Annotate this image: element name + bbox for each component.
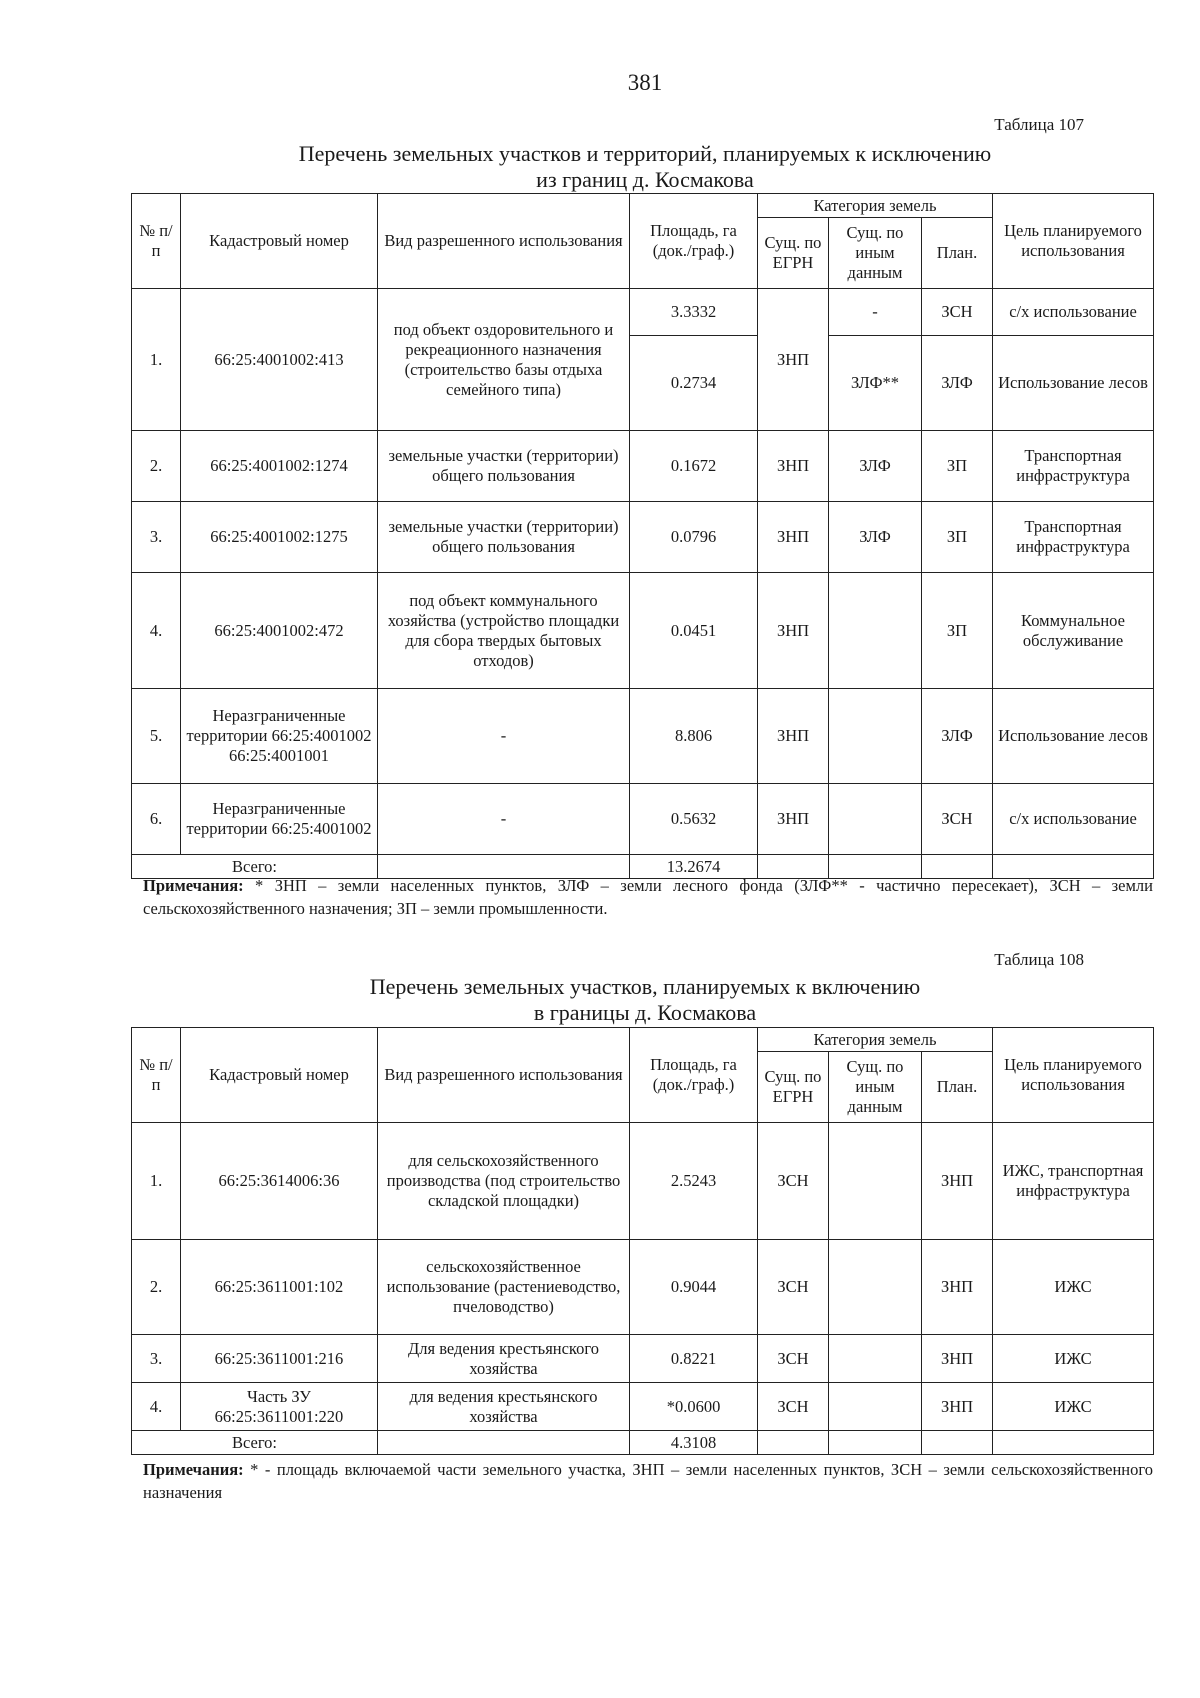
header-purpose: Цель планируемого использования — [993, 194, 1154, 289]
row-usage: под объект коммунального хозяйства (устройство площадки для сбора твердых бытовых отходов) — [378, 573, 630, 689]
header-cadastral: Кадастровый номер — [181, 1028, 378, 1123]
table-107-label: Таблица 107 — [994, 115, 1084, 134]
row-egrn: ЗНП — [758, 431, 829, 502]
row-other: ЗЛФ** — [829, 336, 922, 431]
row-egrn: ЗНП — [758, 573, 829, 689]
row-egrn: ЗСН — [758, 1240, 829, 1335]
row-egrn: ЗНП — [758, 784, 829, 855]
row-plan: ЗП — [922, 431, 993, 502]
notes-label: Примечания: — [143, 876, 244, 895]
header-num: № п/п — [132, 1028, 181, 1123]
row-cadastral: 66:25:3611001:102 — [181, 1240, 378, 1335]
table-107-title-line-1: Перечень земельных участков и территорий, планируемых к исключению — [298, 141, 992, 166]
row-num: 5. — [132, 689, 181, 784]
table-total-row — [132, 1431, 1154, 1455]
row-usage: под объект оздоровительного и рекреационного назначения (строительство базы отдыха семейного типа) — [378, 289, 630, 431]
row-cadastral: 66:25:4001002:1275 — [181, 502, 378, 573]
row-num: 2. — [132, 1240, 181, 1335]
row-cadastral: 66:25:4001002:1274 — [181, 431, 378, 502]
row-other — [829, 573, 922, 689]
row-purpose: ИЖС — [993, 1383, 1154, 1431]
row-plan: ЗНП — [922, 1123, 993, 1240]
row-cadastral: 66:25:3611001:216 — [181, 1335, 378, 1383]
row-area: 0.0796 — [630, 502, 758, 573]
header-area: Площадь, га (док./граф.) — [630, 1028, 758, 1123]
header-usage: Вид разрешенного использования — [378, 194, 630, 289]
row-egrn: ЗНП — [758, 289, 829, 431]
table-row — [132, 1240, 1154, 1335]
row-plan: ЗП — [922, 573, 993, 689]
row-area: 0.2734 — [630, 336, 758, 431]
row-egrn: ЗСН — [758, 1123, 829, 1240]
table-108 — [131, 1027, 1154, 1455]
row-area: 3.3332 — [630, 289, 758, 336]
table-row — [132, 1123, 1154, 1240]
row-num: 6. — [132, 784, 181, 855]
row-other — [829, 1383, 922, 1431]
row-usage: для сельскохозяйственного производства (под строительство складской площадки) — [378, 1123, 630, 1240]
page-number: 381 — [627, 70, 663, 95]
row-purpose: ИЖС — [993, 1335, 1154, 1383]
header-other: Сущ. по иным данным — [829, 218, 922, 289]
row-purpose: Транспортная инфраструктура — [993, 431, 1154, 502]
row-plan: ЗСН — [922, 784, 993, 855]
header-other: Сущ. по иным данным — [829, 1052, 922, 1123]
table-107-title-line-2: из границ д. Космакова — [536, 167, 754, 192]
row-plan: ЗНП — [922, 1383, 993, 1431]
notes-label: Примечания: — [143, 1460, 244, 1479]
row-area: *0.0600 — [630, 1383, 758, 1431]
table-107 — [131, 193, 1154, 879]
row-purpose: Использование лесов — [993, 689, 1154, 784]
row-usage: Для ведения крестьянского хозяйства — [378, 1335, 630, 1383]
table-row — [132, 502, 1154, 573]
row-purpose: Коммунальное обслуживание — [993, 573, 1154, 689]
total-label: Всего: — [132, 855, 378, 879]
row-plan: ЗНП — [922, 1240, 993, 1335]
row-cadastral: Неразграниченные территории 66:25:4001002 — [181, 784, 378, 855]
table-108-title — [0, 974, 1200, 1026]
header-purpose: Цель планируемого использования — [993, 1028, 1154, 1123]
header-egrn: Сущ. по ЕГРН — [758, 218, 829, 289]
row-num: 2. — [132, 431, 181, 502]
row-area: 0.5632 — [630, 784, 758, 855]
row-egrn: ЗНП — [758, 689, 829, 784]
header-egrn: Сущ. по ЕГРН — [758, 1052, 829, 1123]
row-usage: сельскохозяйственное использование (растениеводство, пчеловодство) — [378, 1240, 630, 1335]
row-cadastral: 66:25:4001002:472 — [181, 573, 378, 689]
header-category: Категория земель — [758, 194, 993, 218]
header-plan: План. — [922, 1052, 993, 1123]
row-num: 1. — [132, 1123, 181, 1240]
row-plan: ЗСН — [922, 289, 993, 336]
table-row — [132, 689, 1154, 784]
row-other: - — [829, 289, 922, 336]
row-area: 0.8221 — [630, 1335, 758, 1383]
table-row — [132, 784, 1154, 855]
total-label: Всего: — [132, 1431, 378, 1455]
table-row — [132, 289, 1154, 336]
total-area: 13.2674 — [630, 855, 758, 879]
row-purpose: с/х использование — [993, 289, 1154, 336]
row-num: 3. — [132, 502, 181, 573]
row-usage: - — [378, 784, 630, 855]
row-num: 4. — [132, 573, 181, 689]
row-other — [829, 1240, 922, 1335]
row-cadastral: Часть ЗУ 66:25:3611001:220 — [181, 1383, 378, 1431]
row-cadastral: 66:25:4001002:413 — [181, 289, 378, 431]
row-area: 0.0451 — [630, 573, 758, 689]
row-num: 3. — [132, 1335, 181, 1383]
total-area: 4.3108 — [630, 1431, 758, 1455]
row-num: 4. — [132, 1383, 181, 1431]
notes-text: * - площадь включаемой части земельного участка, ЗНП – земли населенных пунктов, ЗСН – земли сельскохозяйственного назначения — [143, 1460, 1153, 1502]
table-107-title — [0, 141, 1200, 193]
row-other — [829, 1335, 922, 1383]
row-other — [829, 1123, 922, 1240]
row-area: 0.1672 — [630, 431, 758, 502]
row-usage: для ведения крестьянского хозяйства — [378, 1383, 630, 1431]
row-purpose: Транспортная инфраструктура — [993, 502, 1154, 573]
row-plan: ЗНП — [922, 1335, 993, 1383]
row-area: 8.806 — [630, 689, 758, 784]
row-plan: ЗП — [922, 502, 993, 573]
row-cadastral: Неразграниченные территории 66:25:4001002 66:25:4001001 — [181, 689, 378, 784]
row-egrn: ЗНП — [758, 502, 829, 573]
table-107-notes — [143, 874, 1153, 920]
row-egrn: ЗСН — [758, 1383, 829, 1431]
table-108-title-line-1: Перечень земельных участков, планируемых к включению — [369, 974, 921, 999]
row-purpose: ИЖС — [993, 1240, 1154, 1335]
table-row — [132, 431, 1154, 502]
table-108-label: Таблица 108 — [994, 950, 1084, 969]
row-usage: - — [378, 689, 630, 784]
header-plan: План. — [922, 218, 993, 289]
row-usage: земельные участки (территории) общего пользования — [378, 502, 630, 573]
header-usage: Вид разрешенного использования — [378, 1028, 630, 1123]
row-plan: ЗЛФ — [922, 689, 993, 784]
header-num: № п/п — [132, 194, 181, 289]
row-cadastral: 66:25:3614006:36 — [181, 1123, 378, 1240]
table-108-title-line-2: в границы д. Космакова — [533, 1000, 757, 1025]
row-egrn: ЗСН — [758, 1335, 829, 1383]
row-purpose: Использование лесов — [993, 336, 1154, 431]
row-other: ЗЛФ — [829, 431, 922, 502]
row-usage: земельные участки (территории) общего пользования — [378, 431, 630, 502]
notes-text: * ЗНП – земли населенных пунктов, ЗЛФ – земли лесного фонда (ЗЛФ** - частично пересекает), ЗСН – земли сельскохозяйственного назначения; ЗП – земли промышленности. — [143, 876, 1153, 918]
row-plan: ЗЛФ — [922, 336, 993, 431]
row-other — [829, 784, 922, 855]
row-num: 1. — [132, 289, 181, 431]
header-category: Категория земель — [758, 1028, 993, 1052]
row-other: ЗЛФ — [829, 502, 922, 573]
row-area: 0.9044 — [630, 1240, 758, 1335]
row-area: 2.5243 — [630, 1123, 758, 1240]
header-cadastral: Кадастровый номер — [181, 194, 378, 289]
header-area: Площадь, га (док./граф.) — [630, 194, 758, 289]
row-purpose: с/х использование — [993, 784, 1154, 855]
table-row — [132, 1383, 1154, 1431]
table-row — [132, 1335, 1154, 1383]
table-108-notes — [143, 1458, 1153, 1504]
row-purpose: ИЖС, транспортная инфраструктура — [993, 1123, 1154, 1240]
table-row — [132, 573, 1154, 689]
row-other — [829, 689, 922, 784]
